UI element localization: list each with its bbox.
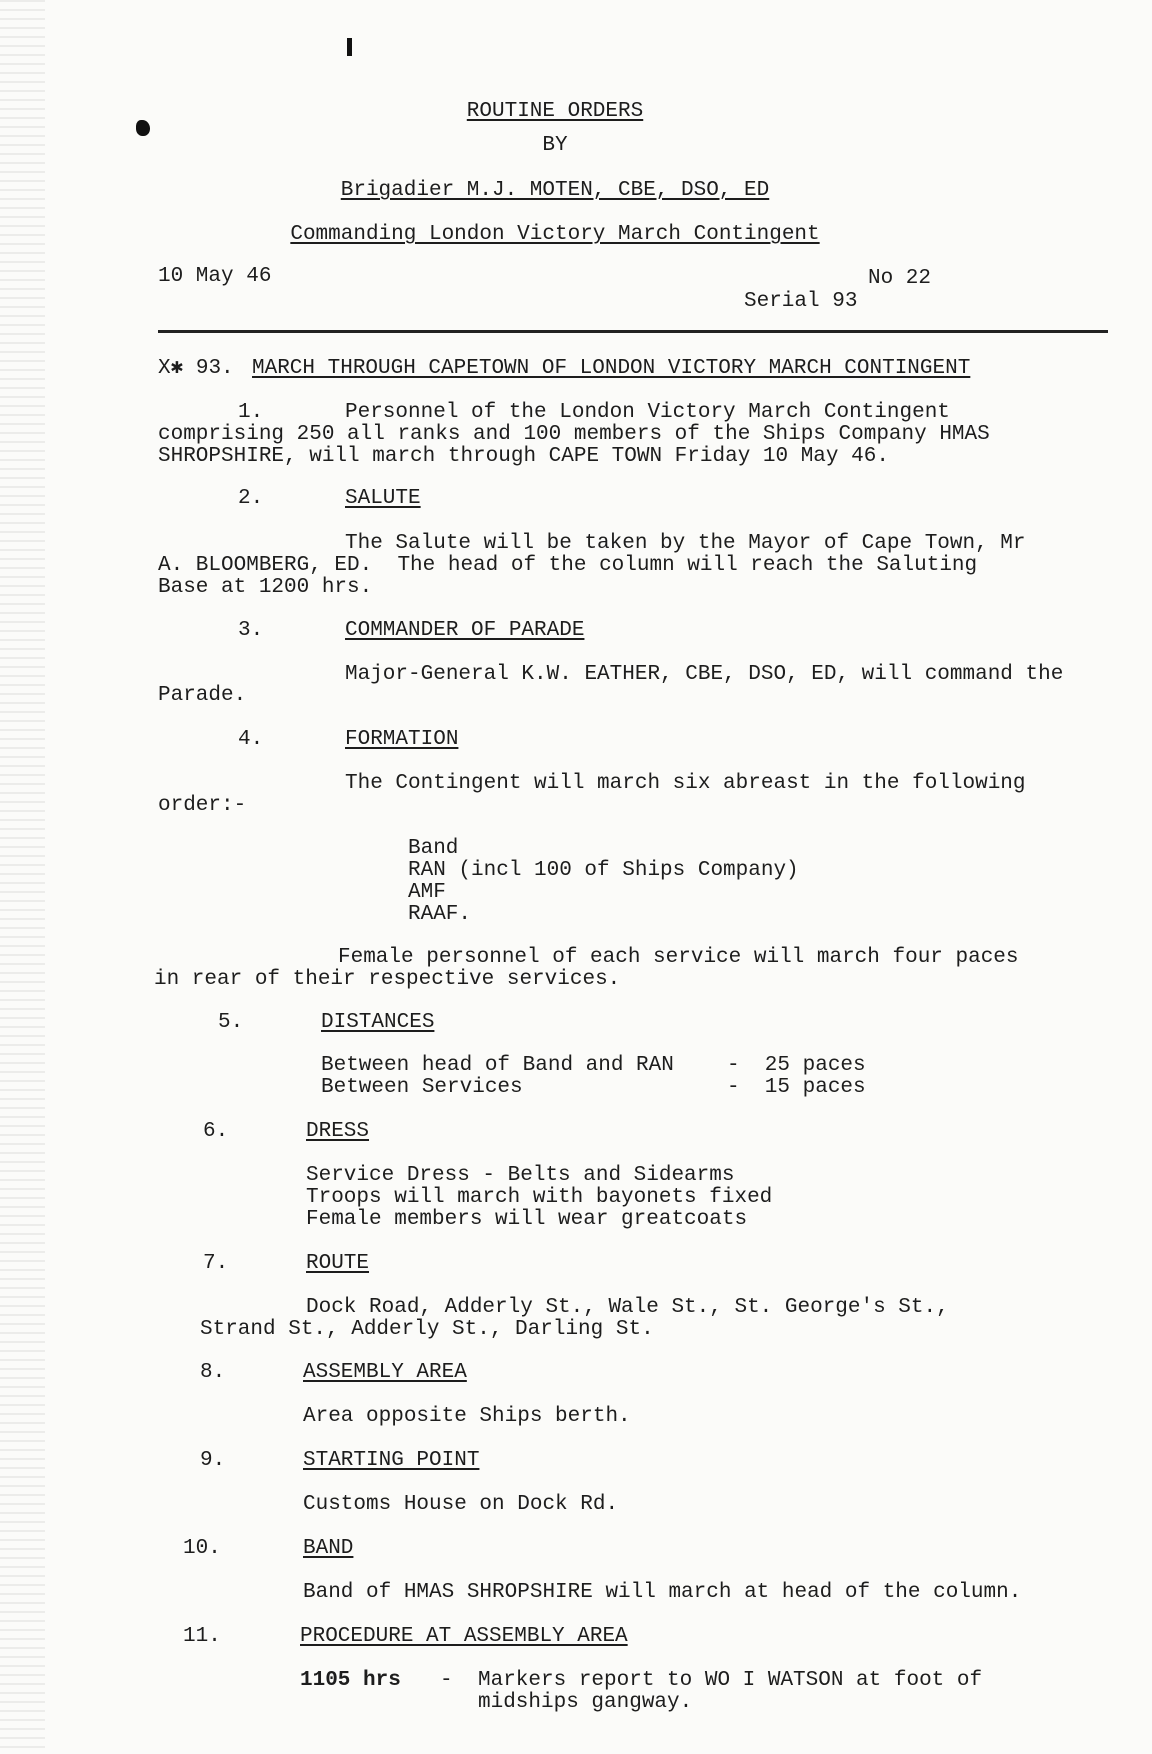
para-text: Area opposite Ships berth. <box>303 1405 631 1428</box>
formation-item: RAAF. <box>408 903 472 926</box>
para-heading: PROCEDURE AT ASSEMBLY AREA <box>300 1625 628 1648</box>
para-number: 3. <box>238 619 264 642</box>
para-text: Markers report to WO I WATSON at foot of <box>478 1669 983 1692</box>
distance-value: - 25 paces <box>727 1054 866 1077</box>
para-number: 5. <box>218 1011 244 1034</box>
procedure-dash: - <box>440 1669 453 1692</box>
para-heading: SALUTE <box>345 487 421 510</box>
header-by: BY <box>542 134 568 157</box>
order-serial: Serial 93 <box>744 290 858 313</box>
formation-item: RAN (incl 100 of Ships Company) <box>408 859 799 882</box>
para-number: 1. <box>238 401 264 424</box>
order-date: 10 May 46 <box>158 265 272 288</box>
para-text: Service Dress - Belts and Sidearms <box>306 1164 735 1187</box>
para-heading: DRESS <box>306 1120 370 1143</box>
header-rule <box>158 330 1108 333</box>
distance-label: Between Services <box>321 1076 523 1099</box>
para-number: 4. <box>238 728 264 751</box>
ink-mark <box>347 38 352 56</box>
para-text: Base at 1200 hrs. <box>158 576 373 599</box>
para-number: 7. <box>203 1252 229 1275</box>
para-text: Strand St., Adderly St., Darling St. <box>200 1318 654 1341</box>
scan-edge-noise <box>0 0 45 1754</box>
para-text: order:- <box>158 794 247 817</box>
para-text: Band of HMAS SHROPSHIRE will march at head of the column. <box>303 1581 1022 1604</box>
para-text: midships gangway. <box>478 1691 693 1714</box>
header-title: ROUTINE ORDERS <box>466 100 644 123</box>
para-number: 10. <box>183 1537 221 1560</box>
para-text: Dock Road, Adderly St., Wale St., St. George's St., <box>306 1296 949 1319</box>
para-text: The Contingent will march six abreast in the following <box>345 772 1026 795</box>
para-heading: STARTING POINT <box>303 1449 480 1472</box>
para-heading: DISTANCES <box>321 1011 435 1034</box>
para-heading: ASSEMBLY AREA <box>303 1361 467 1384</box>
para-text: Female personnel of each service will march four paces <box>338 946 1019 969</box>
para-number: 8. <box>200 1361 226 1384</box>
para-text: Major-General K.W. EATHER, CBE, DSO, ED, will command the <box>345 663 1064 686</box>
para-text: A. BLOOMBERG, ED. The head of the column will reach the Saluting <box>158 554 978 577</box>
para-text: Female members will wear greatcoats <box>306 1208 748 1231</box>
para-number: 2. <box>238 487 264 510</box>
order-prefix: X✱ 93. <box>158 357 234 380</box>
para-number: 11. <box>183 1625 221 1648</box>
distance-label: Between head of Band and RAN <box>321 1054 674 1077</box>
formation-item: Band <box>408 837 459 860</box>
order-number: No 22 <box>868 267 932 290</box>
para-text: The Salute will be taken by the Mayor of Cape Town, Mr <box>345 532 1026 555</box>
procedure-time: 1105 hrs <box>300 1669 401 1692</box>
formation-item: AMF <box>408 881 446 904</box>
para-text: Personnel of the London Victory March Contingent <box>345 401 950 424</box>
para-number: 6. <box>203 1120 229 1143</box>
para-number: 9. <box>200 1449 226 1472</box>
order-title: MARCH THROUGH CAPETOWN OF LONDON VICTORY MARCH CONTINGENT <box>252 357 971 380</box>
para-text: SHROPSHIRE, will march through CAPE TOWN Friday 10 May 46. <box>158 445 889 468</box>
para-heading: COMMANDER OF PARADE <box>345 619 585 642</box>
header-issuer: Brigadier M.J. MOTEN, CBE, DSO, ED <box>340 179 770 202</box>
distance-value: - 15 paces <box>727 1076 866 1099</box>
para-text: Troops will march with bayonets fixed <box>306 1186 773 1209</box>
para-text: Customs House on Dock Rd. <box>303 1493 619 1516</box>
para-heading: ROUTE <box>306 1252 370 1275</box>
header-role: Commanding London Victory March Contingent <box>290 223 820 246</box>
para-text: Parade. <box>158 684 247 707</box>
para-text: comprising 250 all ranks and 100 members of the Ships Company HMAS <box>158 423 990 446</box>
para-text: in rear of their respective services. <box>154 968 621 991</box>
para-heading: BAND <box>303 1537 354 1560</box>
para-heading: FORMATION <box>345 728 459 751</box>
